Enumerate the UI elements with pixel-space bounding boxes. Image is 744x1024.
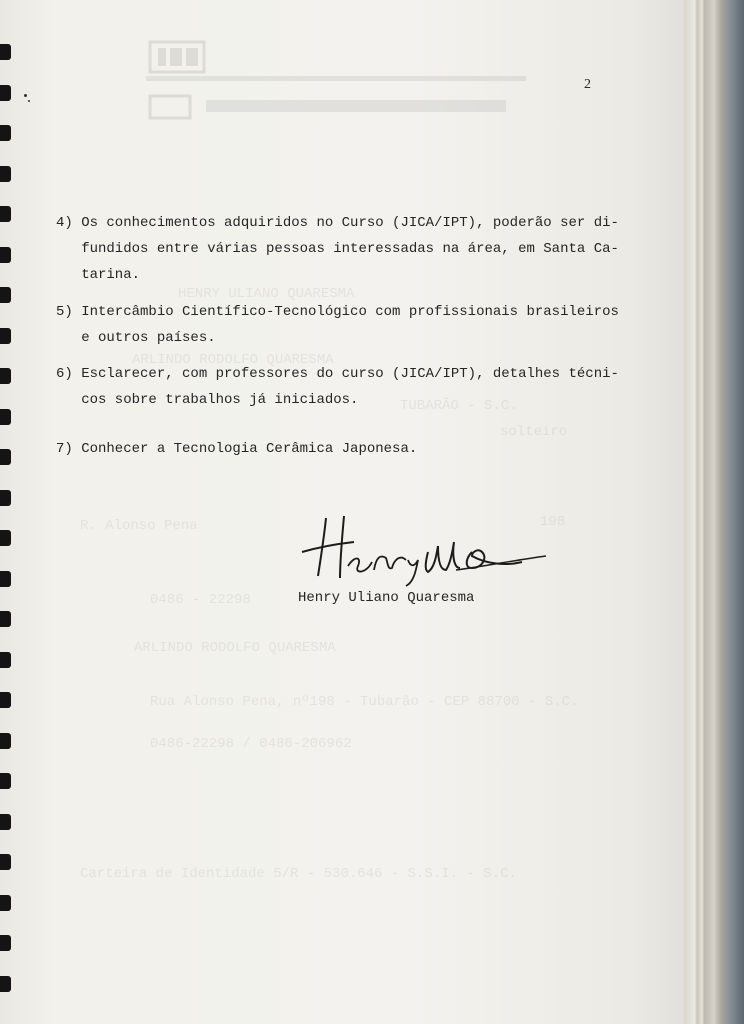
binder-hole bbox=[0, 773, 11, 789]
binder-hole bbox=[0, 368, 11, 384]
item-line: tarina. bbox=[56, 267, 141, 283]
list-item-5 bbox=[56, 299, 656, 351]
binder-hole bbox=[0, 490, 11, 506]
binder-hole bbox=[0, 814, 11, 830]
paper-speck bbox=[24, 94, 27, 97]
binder-hole bbox=[0, 611, 11, 627]
binder-hole bbox=[0, 125, 11, 141]
binder-hole bbox=[0, 287, 11, 303]
paper-speck bbox=[28, 100, 30, 102]
binder-hole bbox=[0, 247, 11, 263]
item-line: 7) Conhecer a Tecnologia Cerâmica Japonesa. bbox=[56, 441, 418, 457]
binder-hole bbox=[0, 328, 11, 344]
handwritten-signature bbox=[296, 508, 556, 588]
list-item-6 bbox=[56, 361, 656, 413]
signer-name: Henry Uliano Quaresma bbox=[298, 590, 475, 606]
item-line: e outros países. bbox=[56, 330, 216, 346]
list-item-4 bbox=[56, 210, 656, 288]
binder-hole bbox=[0, 571, 11, 587]
item-line: 5) Intercâmbio Científico-Tecnológico com profissionais brasileiros bbox=[56, 304, 619, 320]
binder-hole bbox=[0, 449, 11, 465]
bleed-through-letterhead bbox=[146, 38, 606, 128]
binder-hole bbox=[0, 409, 11, 425]
item-line: 6) Esclarecer, com professores do curso (JICA/IPT), detalhes técni- bbox=[56, 366, 619, 382]
binder-hole bbox=[0, 652, 11, 668]
binder-hole bbox=[0, 530, 11, 546]
binder-hole bbox=[0, 692, 11, 708]
binder-hole bbox=[0, 935, 11, 951]
item-line: cos sobre trabalhos já iniciados. bbox=[56, 392, 359, 408]
binder-hole bbox=[0, 854, 11, 870]
scanned-page: HENRY ULIANO QUARESMA ARLINDO RODOLFO QUARESMA TUBARÃO - S.C. solteiro R. Alonso Pena 198 0486 - 22298 ARLINDO RODOLFO QUARESMA Rua Alonso Pena, nº198 - Tubarão - CEP 88700 - S.C. 0486-22298 / 0486-206962 Carteira de Identidade 5/R - 530.646 - S.S.I. - S.C. 2 4) Os conhecimentos adquiridos no Curso (JICA/IPT), poderão ser di- fundidos entre várias pessoas interessadas na área, em Santa Ca- tarina. 5) Intercâmbio Científico-Tecnológico com profissionais brasileiros e outros países. 6) Esclarecer, com professores do curso (JICA/IPT), detalhes técni- cos sobre trabalhos já iniciados. 7) Conhecer a Tecnologia Cerâmica Japonesa. Henry Uliano Quaresma bbox=[0, 0, 744, 1024]
item-line: fundidos entre várias pessoas interessadas na área, em Santa Ca- bbox=[56, 241, 619, 257]
binder-hole bbox=[0, 733, 11, 749]
binder-hole bbox=[0, 85, 11, 101]
stacked-page-edges bbox=[684, 0, 744, 1024]
binder-hole bbox=[0, 44, 11, 60]
page-number: 2 bbox=[584, 77, 591, 92]
list-item-7 bbox=[56, 436, 656, 462]
binder-hole bbox=[0, 976, 11, 992]
binder-hole bbox=[0, 206, 11, 222]
item-line: 4) Os conhecimentos adquiridos no Curso (JICA/IPT), poderão ser di- bbox=[56, 215, 619, 231]
binder-hole bbox=[0, 166, 11, 182]
binder-hole bbox=[0, 895, 11, 911]
